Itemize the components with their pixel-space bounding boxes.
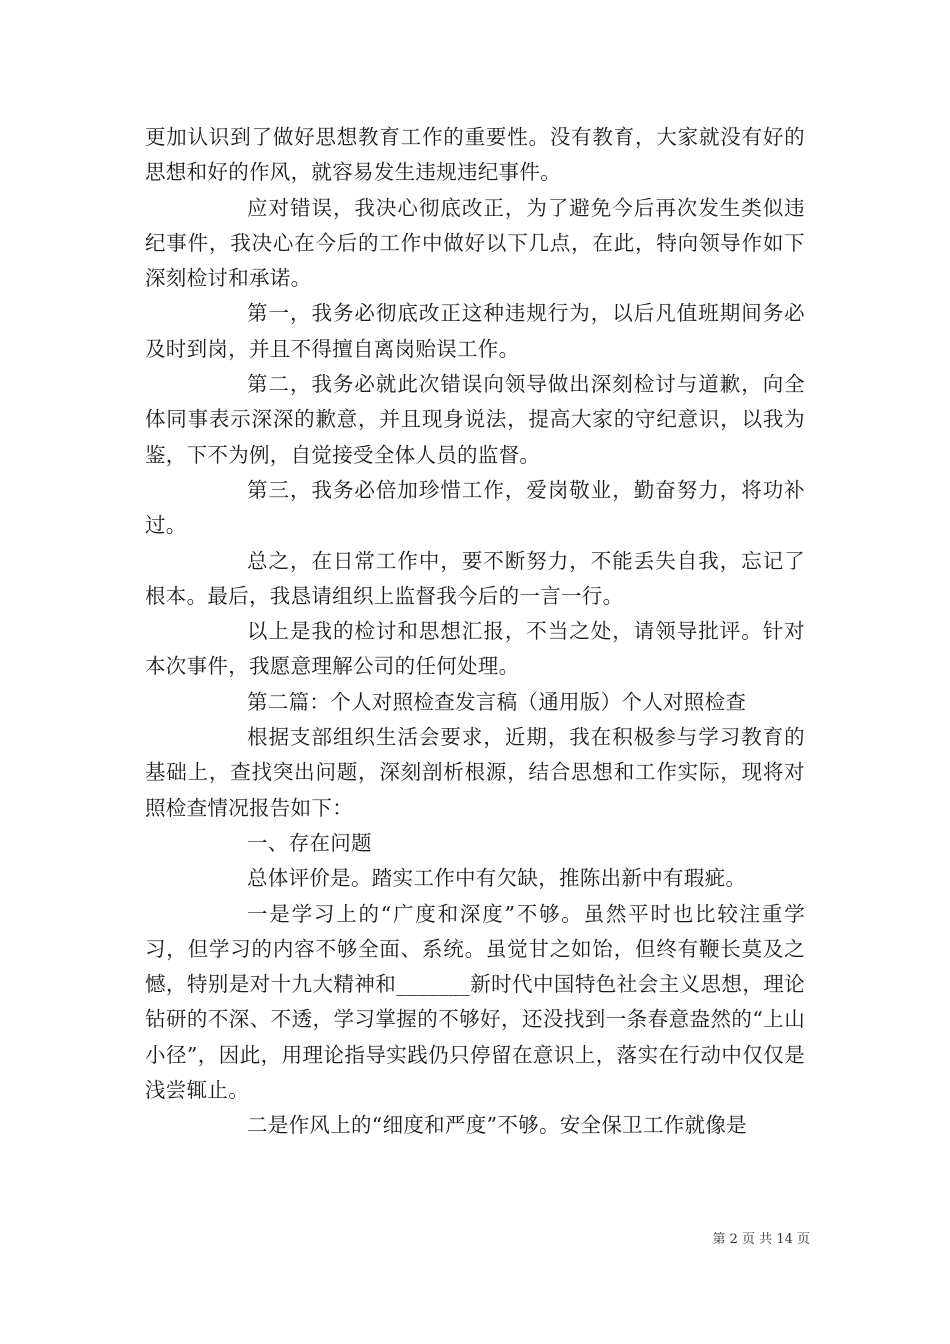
paragraph: 第三，我务必倍加珍惜工作，爱岗敬业，勤奋努力，将功补过。 (145, 477, 805, 538)
section-heading: 第二篇：个人对照检查发言稿（通用版）个人对照检查 (247, 689, 747, 714)
paragraph: 总之，在日常工作中，要不断努力，不能丢失自我，忘记了根本。最后，我恳请组织上监督我今后的一言一行。 (145, 548, 805, 608)
paragraph: 一是学习上的“广度和深度”不够。虽然平时也比较注重学习，但学习的内容不够全面、系统。虽觉甘之如饴，但终有鞭长莫及之憾，特别是对十九大精神和_______新时代中国特色社会主义思想，理论钻研的不深、不透，学习掌握的不够好，还没找到一条春意盎然的“上山小径”，因此，用理论指导实践仍只停留在意识上，落实在行动中仅仅是浅尝辄止。 (145, 901, 805, 1103)
paragraph: 应对错误，我决心彻底改正，为了避免今后再次发生类似违纪事件，我决心在今后的工作中做好以下几点，在此，特向领导作如下深刻检讨和承诺。 (145, 195, 805, 291)
paragraph: 以上是我的检讨和思想汇报，不当之处，请领导批评。针对本次事件，我愿意理解公司的任何处理。 (145, 619, 805, 679)
paragraph: 第二，我务必就此次错误向领导做出深刻检讨与道歉，向全体同事表示深深的歉意，并且现身说法，提高大家的守纪意识，以我为鉴，下不为例，自觉接受全体人员的监督。 (145, 372, 805, 467)
document-body (145, 120, 805, 1144)
paragraph: 更加认识到了做好思想教育工作的重要性。没有教育，大家就没有好的思想和好的作风，就容易发生违规违纪事件。 (145, 125, 805, 185)
paragraph: 总体评价是。踏实工作中有欠缺，推陈出新中有瑕疵。 (247, 866, 747, 891)
subsection-heading: 一、存在问题 (247, 830, 372, 855)
paragraph: 二是作风上的“细度和严度”不够。安全保卫工作就像是 (247, 1113, 747, 1138)
paragraph: 第一，我务必彻底改正这种违规行为，以后凡值班期间务必及时到岗，并且不得擅自离岗贻误工作。 (145, 301, 805, 361)
page-number-footer: 第 2 页 共 14 页 (712, 1232, 810, 1247)
paragraph: 根据支部组织生活会要求，近期，我在积极参与学习教育的基础上，查找突出问题，深刻剖析根源，结合思想和工作实际，现将对照检查情况报告如下： (145, 725, 805, 820)
